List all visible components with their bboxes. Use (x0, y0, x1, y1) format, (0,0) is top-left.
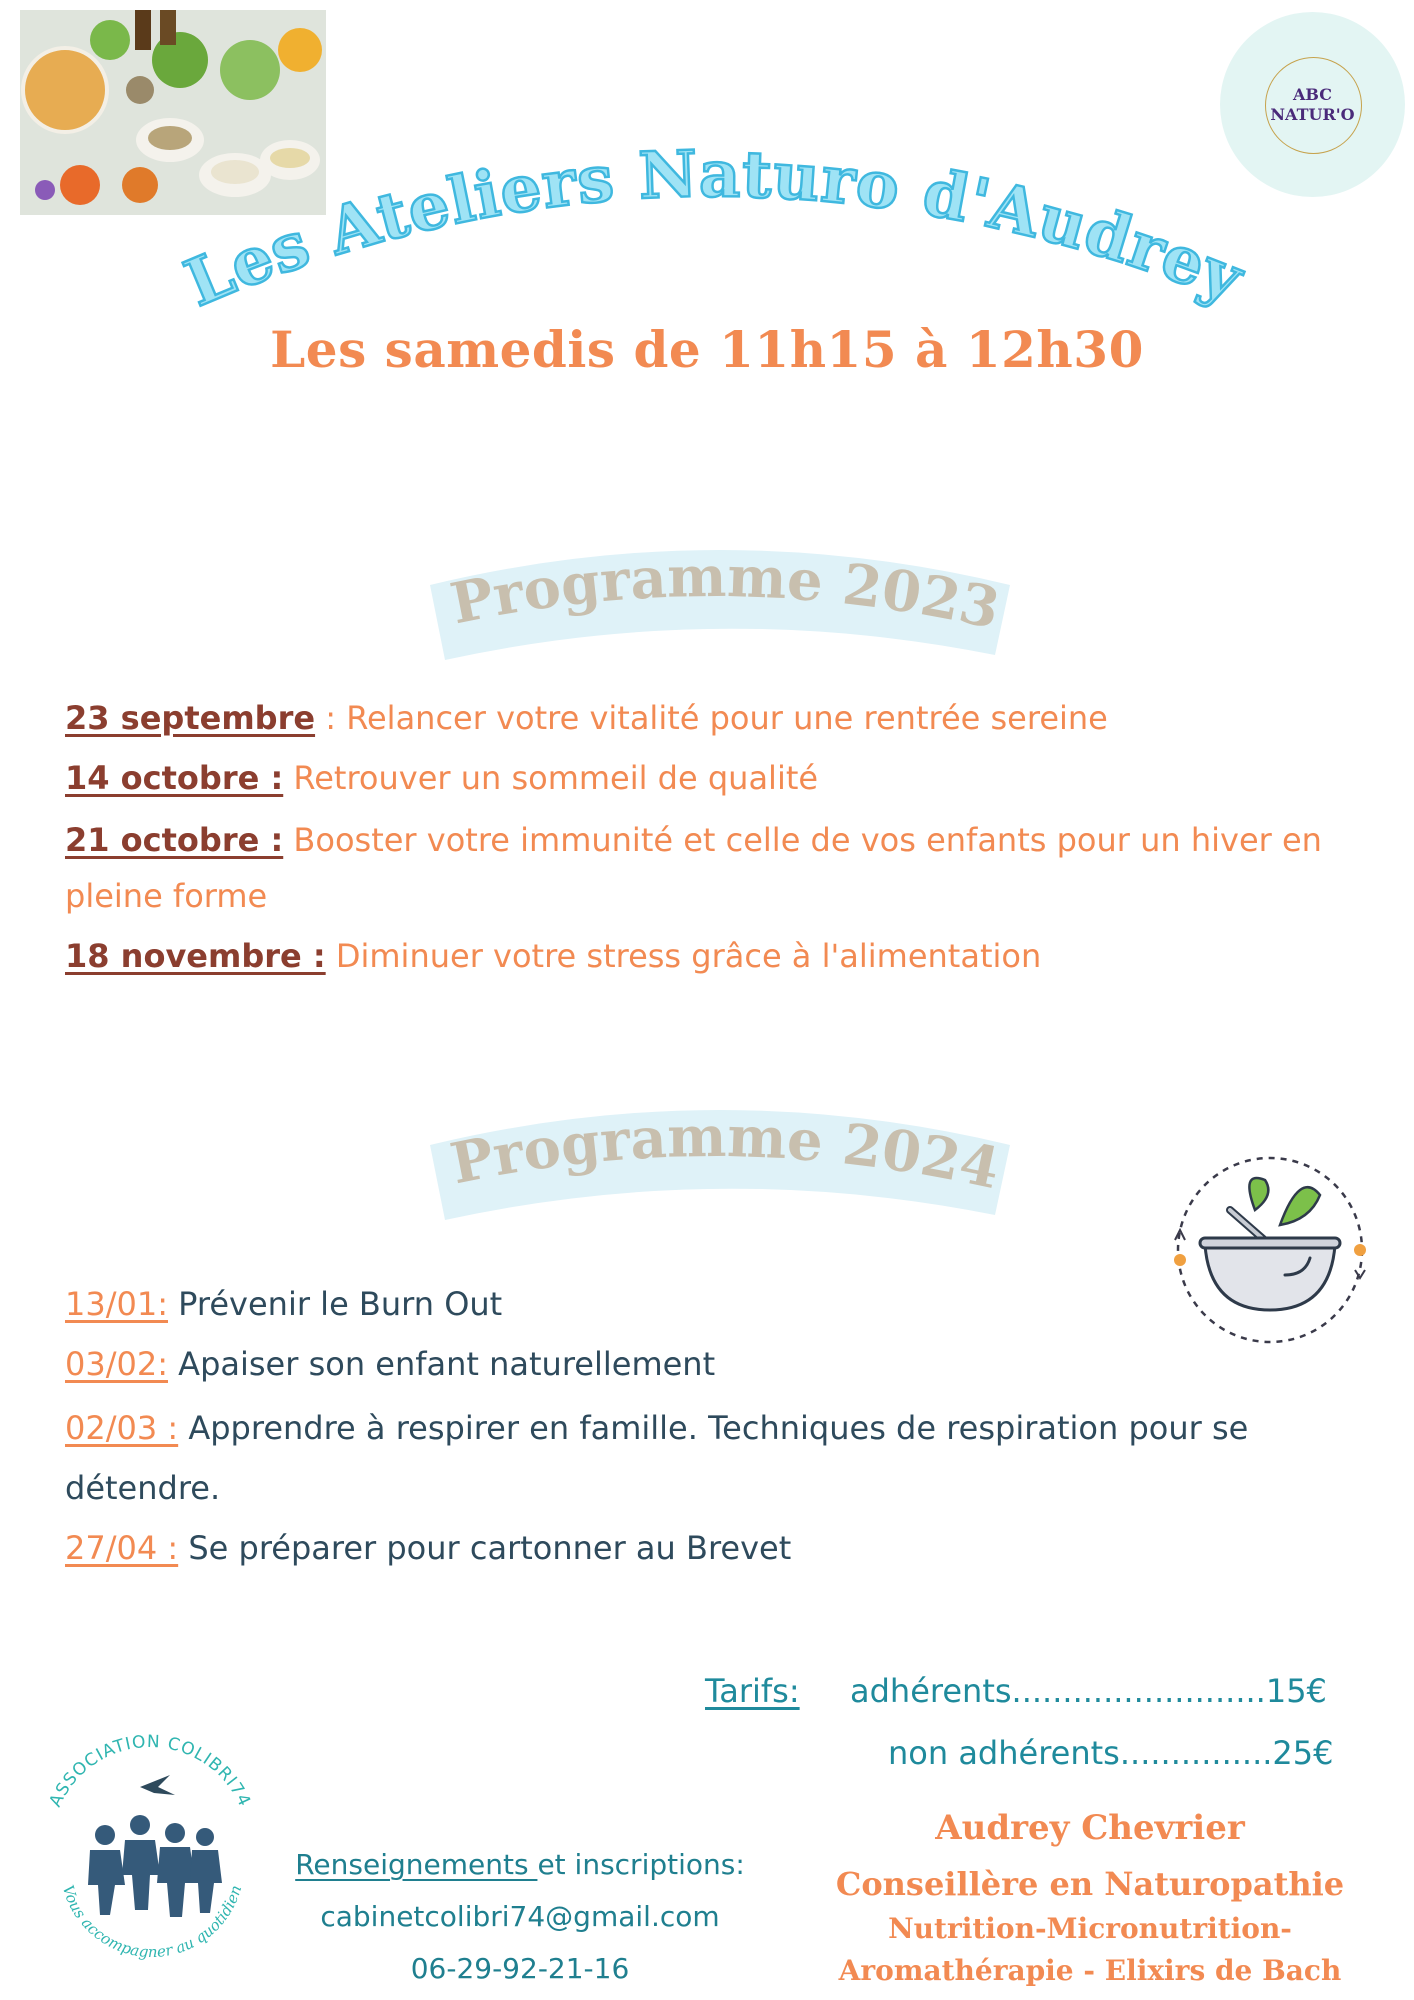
association-colibri74-logo (30, 1725, 270, 1965)
item-date: 23 septembre (65, 699, 316, 737)
item-separator (326, 937, 336, 975)
signature-name: Audrey Chevrier (935, 1808, 1245, 1848)
item-date: 14 octobre : (65, 759, 284, 797)
signature-role: Conseillère en Naturopathie (835, 1865, 1345, 1903)
contact-label-rest: et inscriptions: (537, 1848, 745, 1881)
item-date: 03/02: (65, 1345, 168, 1383)
item-description: Apprendre à respirer en famille. Techniques de respiration pour se détendre. (65, 1409, 1249, 1507)
list-item (65, 750, 1395, 806)
item-date: 13/01: (65, 1285, 168, 1323)
contact-label-underlined: Renseignements (295, 1848, 538, 1881)
item-date: 27/04 : (65, 1529, 179, 1567)
list-item (65, 812, 1365, 924)
item-description: Relancer votre vitalité pour une rentrée sereine (346, 699, 1108, 737)
item-description: Booster votre immunité et celle de vos enfants pour un hiver en pleine forme (65, 821, 1322, 915)
programme-2023-heading: Programme 2023 (445, 543, 1006, 643)
contact-phone: 06-29-92-21-16 (410, 1952, 630, 1985)
list-item (65, 1336, 1395, 1392)
tarifs-label: Tarifs: (705, 1672, 800, 1710)
item-description: Prévenir le Burn Out (178, 1285, 503, 1323)
item-separator (168, 1345, 178, 1383)
list-item (65, 1520, 1395, 1576)
programme-2024-banner (410, 1085, 1030, 1245)
item-date: 18 novembre : (65, 937, 326, 975)
list-item (65, 928, 1395, 984)
tarif-non-adherents: non adhérents...............25€ (888, 1734, 1334, 1772)
item-separator (178, 1529, 188, 1567)
page-title (140, 100, 1280, 330)
contact-email: cabinetcolibri74@gmail.com (320, 1900, 720, 1933)
page-title-text: Les Ateliers Naturo d'Audrey (175, 136, 1254, 322)
item-separator (178, 1409, 188, 1447)
programme-2024-heading: Programme 2024 (445, 1103, 1006, 1203)
schedule-subtitle: Les samedis de 11h15 à 12h30 (270, 320, 1144, 379)
signature-specialties-line2: Aromathérapie - Elixirs de Bach (838, 1954, 1342, 1987)
item-description: Apaiser son enfant naturellement (178, 1345, 716, 1383)
list-item (65, 1276, 1395, 1332)
item-description: Retrouver un sommeil de qualité (293, 759, 819, 797)
item-separator (168, 1285, 178, 1323)
item-description: Diminuer votre stress grâce à l'alimentation (335, 937, 1042, 975)
item-date: 21 octobre : (65, 821, 284, 859)
logo-text-naturo: NATUR'O (1270, 104, 1355, 124)
list-item (65, 690, 1395, 746)
signature-specialties-line1: Nutrition-Micronutrition- (888, 1912, 1292, 1945)
item-separator (283, 759, 293, 797)
item-separator: : (315, 699, 347, 737)
item-separator (283, 821, 293, 859)
logo-text-abc: ABC (1293, 84, 1332, 104)
association-name: ASSOCIATION COLIBRI74 (45, 1731, 255, 1811)
svg-text:Les Ateliers Naturo d'Audrey (175, 137, 1254, 322)
association-tagline: Vous accompagner au quotidien (58, 1883, 246, 1962)
item-date: 02/03 : (65, 1409, 179, 1447)
item-description: Se préparer pour cartonner au Brevet (188, 1529, 792, 1567)
children-silhouette-icon (88, 1815, 222, 1917)
list-item (65, 1398, 1405, 1518)
contact-label (255, 1848, 785, 1881)
tarif-adherents: adhérents.........................15€ (850, 1672, 1327, 1710)
svg-text:ASSOCIATION COLIBRI74 (46, 1732, 255, 1810)
programme-2023-banner (410, 525, 1030, 685)
hummingbird-icon (140, 1775, 175, 1795)
svg-text:Vous accompagner au quotidien (59, 1883, 246, 1961)
